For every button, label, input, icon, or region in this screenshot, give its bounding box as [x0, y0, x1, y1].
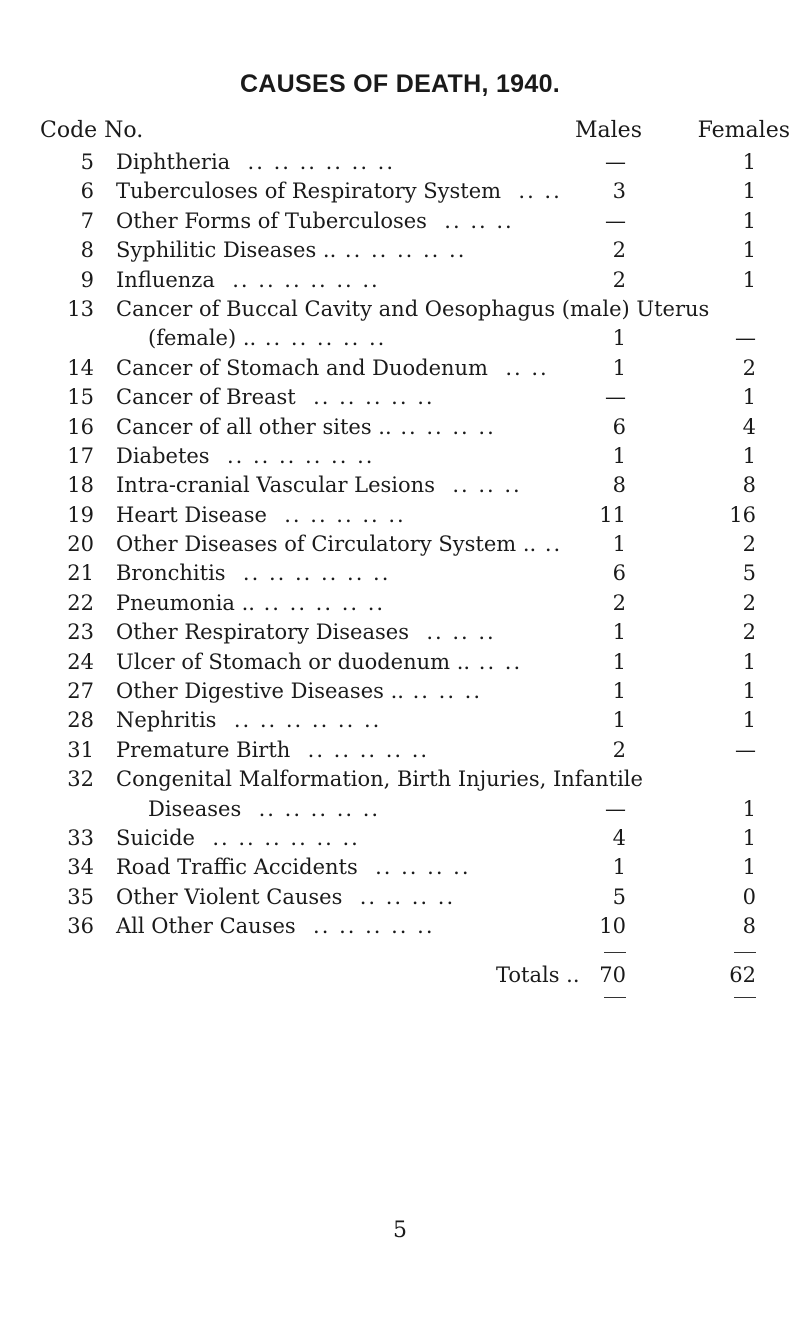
females-count: — — [735, 737, 756, 762]
females-count: 1 — [742, 238, 756, 263]
table-row — [0, 853, 800, 882]
code-number: 16 — [67, 414, 94, 439]
dot-leader: .. .. .. .. .. .. — [209, 443, 375, 468]
cause-name — [116, 236, 466, 265]
males-count: 2 — [612, 238, 626, 263]
males-count: 8 — [612, 473, 626, 498]
dot-leader: .. .. — [487, 355, 549, 380]
table-row — [0, 266, 800, 295]
females-count: 4 — [742, 414, 756, 439]
cause-name — [116, 824, 360, 853]
cause-name — [116, 354, 549, 383]
table-row — [0, 618, 800, 647]
cause-label: Cancer of Stomach and Duodenum — [116, 355, 488, 380]
table-row — [0, 324, 800, 353]
code-number: 28 — [67, 708, 94, 733]
table-row — [0, 736, 800, 765]
males-count: 1 — [612, 443, 626, 468]
cause-name — [116, 559, 390, 588]
code-number: 5 — [80, 150, 94, 174]
males-count: — — [605, 150, 626, 174]
females-count: 1 — [742, 796, 756, 821]
dot-leader: .. .. .. — [403, 679, 483, 704]
table-row — [0, 383, 800, 412]
males-count: 1 — [612, 649, 626, 674]
males-count: 1 — [612, 355, 626, 380]
cause-label: Road Traffic Accidents — [116, 855, 358, 880]
females-count: 0 — [742, 884, 756, 909]
header-males: Males — [575, 118, 642, 143]
dot-leader: .. .. .. — [434, 473, 522, 498]
code-number: 17 — [67, 443, 94, 468]
cause-label: All Other Causes — [116, 914, 296, 939]
dot-leader: .. .. .. .. .. — [266, 502, 406, 527]
table-row — [0, 589, 800, 618]
dot-leader: .. .. .. .. .. — [290, 737, 430, 762]
males-count: — — [605, 796, 626, 821]
cause-name — [116, 295, 709, 324]
header-code-no: Code No. — [40, 118, 144, 143]
cause-label: Pneumonia .. — [116, 590, 255, 615]
table-row — [0, 471, 800, 500]
code-number: 14 — [67, 355, 94, 380]
cause-name — [116, 706, 381, 735]
cause-name — [148, 324, 386, 353]
females-count: 2 — [742, 532, 756, 557]
dot-leader: .. .. .. .. .. .. — [230, 150, 396, 174]
cause-label: Premature Birth — [116, 737, 291, 762]
males-count: 1 — [612, 620, 626, 645]
cause-name — [116, 589, 385, 618]
cause-label: Suicide — [116, 825, 195, 850]
females-count: 1 — [742, 385, 756, 410]
code-number: 27 — [67, 679, 94, 704]
code-number: 23 — [67, 620, 94, 645]
males-count: 6 — [612, 561, 626, 586]
females-count: 2 — [742, 355, 756, 380]
code-number: 24 — [67, 649, 94, 674]
totals-rule-bottom-males — [604, 997, 626, 998]
females-count: 1 — [742, 179, 756, 204]
males-count: 4 — [612, 825, 626, 850]
males-count: 5 — [612, 884, 626, 909]
dot-leader: .. .. .. .. .. — [336, 238, 467, 263]
females-count: 1 — [742, 708, 756, 733]
cause-label: Other Digestive Diseases .. — [116, 679, 404, 704]
code-number: 20 — [67, 532, 94, 557]
cause-name — [116, 383, 435, 412]
cause-label: Tuberculoses of Respiratory System — [116, 179, 502, 204]
code-number: 18 — [67, 473, 94, 498]
males-count: 6 — [612, 414, 626, 439]
cause-label: Heart Disease — [116, 502, 267, 527]
cause-name — [116, 853, 471, 882]
cause-name — [116, 883, 455, 912]
males-count: 1 — [612, 326, 626, 351]
cause-label: Congenital Malformation, Birth Injuries, Infantile — [116, 767, 643, 792]
cause-label: Influenza — [116, 267, 215, 292]
cause-name — [116, 207, 514, 236]
cause-label: Other Forms of Tuberculoses — [116, 208, 427, 233]
code-number: 21 — [67, 561, 94, 586]
table-row — [0, 765, 800, 794]
cause-label: Intra-cranial Vascular Lesions — [116, 473, 435, 498]
dot-leader: .. .. .. .. .. — [295, 385, 435, 410]
totals-females: 62 — [729, 963, 756, 987]
dot-leader: .. .. .. — [408, 620, 496, 645]
code-number: 35 — [67, 884, 94, 909]
table-row — [0, 883, 800, 912]
males-count: — — [605, 385, 626, 410]
males-count: 2 — [612, 590, 626, 615]
males-count: 1 — [612, 532, 626, 557]
cause-label: Syphilitic Diseases .. — [116, 238, 337, 263]
table-row — [0, 148, 800, 177]
females-count: 1 — [742, 208, 756, 233]
cause-name — [148, 795, 380, 824]
cause-label: Diseases — [148, 796, 242, 821]
males-count: 1 — [612, 708, 626, 733]
cause-name — [116, 736, 429, 765]
page-number: 5 — [393, 1218, 407, 1243]
table-row — [0, 706, 800, 735]
table-row — [0, 413, 800, 442]
cause-name — [116, 912, 435, 941]
dot-leader: .. .. .. .. .. — [241, 796, 381, 821]
page-title: CAUSES OF DEATH, 1940. — [239, 70, 561, 98]
dot-leader: .. .. — [501, 179, 562, 204]
code-number: 19 — [67, 502, 94, 527]
table-row — [0, 824, 800, 853]
males-count: 1 — [612, 855, 626, 880]
cause-name — [116, 442, 374, 471]
table-row — [0, 442, 800, 471]
table-row — [0, 677, 800, 706]
code-number: 7 — [80, 208, 94, 233]
males-count: 11 — [599, 502, 626, 527]
females-count: 8 — [742, 473, 756, 498]
cause-name — [116, 501, 406, 530]
code-number: 31 — [67, 737, 94, 762]
table-row — [0, 912, 800, 941]
cause-name — [116, 648, 522, 677]
dot-leader: .. .. .. .. — [391, 414, 496, 439]
table-row — [0, 559, 800, 588]
cause-label: Nephritis — [116, 708, 217, 733]
cause-name — [116, 530, 562, 559]
cause-name — [116, 148, 395, 177]
table-row — [0, 648, 800, 677]
code-number: 34 — [67, 855, 94, 880]
code-number: 6 — [80, 179, 94, 204]
table-row — [0, 236, 800, 265]
cause-name — [116, 266, 380, 295]
dot-leader: .. .. .. .. .. .. — [194, 825, 360, 850]
females-count: 1 — [742, 649, 756, 674]
females-count: 2 — [742, 620, 756, 645]
dot-leader: .. .. .. .. .. — [256, 326, 387, 351]
dot-leader: .. .. .. .. .. .. — [225, 561, 391, 586]
cause-name — [116, 677, 482, 706]
females-count: 16 — [729, 502, 756, 527]
males-count: — — [605, 208, 626, 233]
dot-leader: .. .. .. .. — [342, 884, 456, 909]
cause-label: Diabetes — [116, 443, 210, 468]
males-count: 10 — [599, 914, 626, 939]
dot-leader: .. .. .. .. — [357, 855, 471, 880]
table-row — [0, 795, 800, 824]
dot-leader: .. .. .. — [426, 208, 514, 233]
cause-label: Other Respiratory Diseases — [116, 620, 409, 645]
cause-name — [116, 413, 496, 442]
cause-label: Diphtheria — [116, 150, 231, 174]
code-number: 9 — [80, 267, 94, 292]
table-row — [0, 177, 800, 206]
code-number: 22 — [67, 590, 94, 615]
totals-males: 70 — [599, 963, 626, 987]
cause-name — [116, 471, 522, 500]
code-number: 33 — [67, 825, 94, 850]
totals-label: Totals .. — [496, 963, 580, 987]
totals-rule-bottom-females — [734, 997, 756, 998]
dot-leader: .. .. .. .. .. — [254, 590, 386, 615]
code-number: 32 — [67, 767, 94, 792]
females-count: 1 — [742, 150, 756, 174]
males-count: 1 — [612, 679, 626, 704]
cause-label: (female) .. — [148, 326, 257, 351]
code-number: 8 — [80, 238, 94, 263]
males-count: 3 — [612, 179, 626, 204]
males-count: 2 — [612, 267, 626, 292]
code-number: 15 — [67, 385, 94, 410]
females-count: 1 — [742, 855, 756, 880]
cause-label: Cancer of Breast — [116, 385, 296, 410]
table-row — [0, 354, 800, 383]
females-count: 2 — [742, 590, 756, 615]
dot-leader: .. .. .. .. .. .. — [216, 708, 382, 733]
header-females: Females — [697, 118, 790, 143]
dot-leader: .. .. .. .. .. — [295, 914, 435, 939]
cause-label: Ulcer of Stomach or duodenum .. — [116, 649, 471, 674]
females-count: 1 — [742, 825, 756, 850]
females-count: — — [735, 326, 756, 351]
code-number: 36 — [67, 914, 94, 939]
cause-label: Other Violent Causes — [116, 884, 343, 909]
table-row — [0, 530, 800, 559]
females-count: 1 — [742, 679, 756, 704]
causes-table — [0, 148, 800, 942]
table-row — [0, 207, 800, 236]
cause-label: Cancer of all other sites .. — [116, 414, 392, 439]
cause-label: Bronchitis — [116, 561, 226, 586]
cause-label: Cancer of Buccal Cavity and Oesophagus (male) Uterus — [116, 296, 710, 321]
cause-label: Other Diseases of Circulatory System .. — [116, 532, 537, 557]
dot-leader: .. — [536, 532, 563, 557]
cause-name — [116, 618, 496, 647]
cause-name — [116, 765, 643, 794]
totals-rule-top-females — [734, 952, 756, 953]
code-number: 13 — [67, 296, 94, 321]
table-row — [0, 501, 800, 530]
females-count: 1 — [742, 267, 756, 292]
females-count: 8 — [742, 914, 756, 939]
cause-name — [116, 177, 562, 206]
dot-leader: .. .. — [470, 649, 523, 674]
totals-rule-top-males — [604, 952, 626, 953]
females-count: 1 — [742, 443, 756, 468]
table-row — [0, 295, 800, 324]
dot-leader: .. .. .. .. .. .. — [214, 267, 380, 292]
males-count: 2 — [612, 737, 626, 762]
females-count: 5 — [742, 561, 756, 586]
